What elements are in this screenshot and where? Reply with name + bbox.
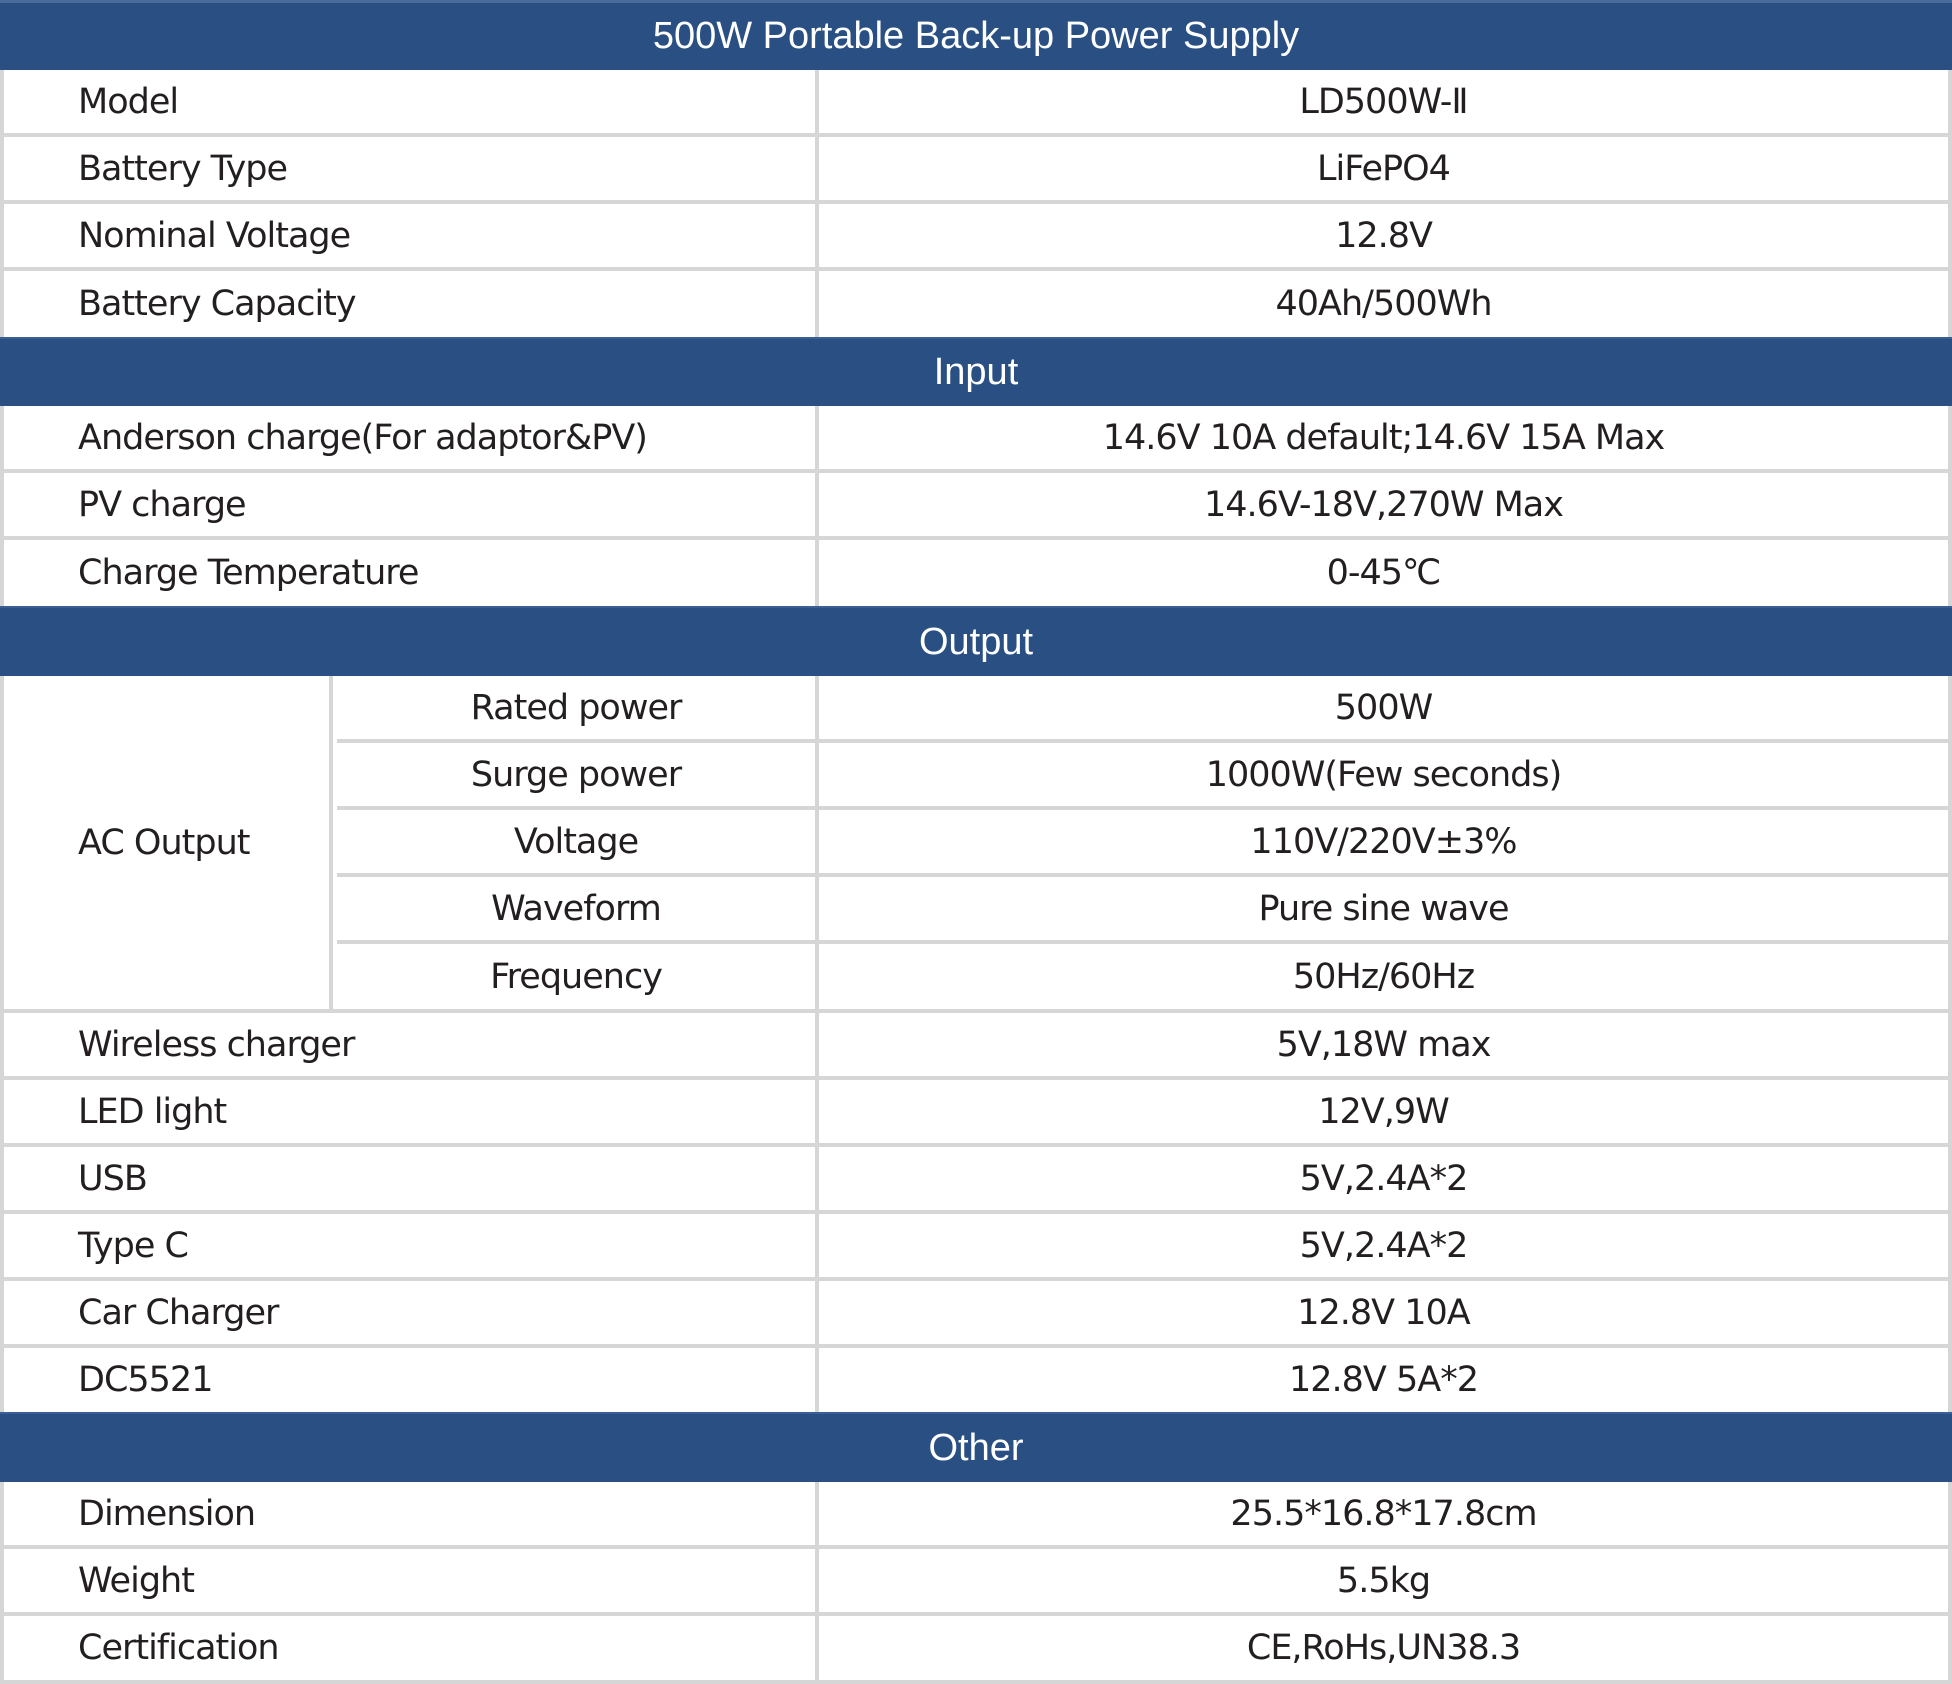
row-value: LD500W-Ⅱ	[815, 70, 1948, 133]
row-label: LED light	[78, 1091, 227, 1132]
ac-sub-value: 50Hz/60Hz	[815, 944, 1948, 1009]
row-value: 5.5kg	[815, 1549, 1948, 1612]
row-value: 14.6V-18V,270W Max	[815, 473, 1948, 536]
table-row	[0, 1147, 1952, 1214]
ac-sub-row	[337, 944, 1948, 1009]
table-row	[0, 271, 1952, 337]
row-value: 5V,2.4A*2	[815, 1214, 1948, 1277]
row-label: Weight	[78, 1560, 194, 1601]
ac-sub-label: Surge power	[470, 754, 682, 795]
section-header-output: Output	[0, 606, 1952, 676]
ac-sub-row	[337, 877, 1948, 944]
ac-sub-label: Voltage	[513, 821, 639, 862]
ac-sub-row	[337, 743, 1948, 810]
table-row	[0, 70, 1952, 137]
row-value: 14.6V 10A default;14.6V 15A Max	[815, 406, 1948, 469]
row-label: Battery Capacity	[78, 284, 356, 324]
ac-sub-value: 110V/220V±3%	[815, 810, 1948, 873]
row-value: CE,RoHs,UN38.3	[815, 1616, 1948, 1680]
row-label: Wireless charger	[78, 1024, 355, 1065]
row-label: Battery Type	[78, 148, 288, 189]
row-label: PV charge	[78, 484, 246, 525]
row-label: Anderson charge(For adaptor&PV)	[78, 417, 647, 458]
table-row	[0, 1080, 1952, 1147]
table-row	[0, 1013, 1952, 1080]
row-value: 25.5*16.8*17.8cm	[815, 1482, 1948, 1545]
table-row	[0, 204, 1952, 271]
row-label: Certification	[78, 1628, 279, 1668]
row-label: DC5521	[78, 1360, 213, 1400]
row-label: Model	[78, 81, 179, 122]
row-value: 5V,18W max	[815, 1013, 1948, 1076]
row-value: 5V,2.4A*2	[815, 1147, 1948, 1210]
row-label: Type C	[78, 1225, 188, 1266]
ac-sub-value: 500W	[815, 676, 1948, 739]
row-label: Nominal Voltage	[78, 215, 351, 256]
table-row	[0, 1214, 1952, 1281]
ac-sub-label: Rated power	[470, 687, 682, 728]
ac-sub-label: Frequency	[490, 956, 662, 997]
ac-output-group	[0, 676, 1952, 1013]
table-row	[0, 473, 1952, 540]
row-label: Car Charger	[78, 1292, 279, 1333]
row-value: LiFePO4	[815, 137, 1948, 200]
table-row	[0, 1281, 1952, 1348]
ac-sub-label: Waveform	[491, 888, 661, 929]
section-header-other: Other	[0, 1412, 1952, 1482]
ac-sub-row	[337, 810, 1948, 877]
table-row	[0, 137, 1952, 204]
table-title: 500W Portable Back-up Power Supply	[0, 0, 1952, 70]
table-row	[0, 406, 1952, 473]
row-label: Charge Temperature	[78, 553, 419, 593]
ac-sub-value: 1000W(Few seconds)	[815, 743, 1948, 806]
row-value: 12.8V 10A	[815, 1281, 1948, 1344]
table-row	[0, 1616, 1952, 1684]
row-value: 12V,9W	[815, 1080, 1948, 1143]
table-row	[0, 1549, 1952, 1616]
row-value: 0-45℃	[815, 540, 1948, 606]
ac-output-label: AC Output	[4, 676, 333, 1009]
ac-sub-value: Pure sine wave	[815, 877, 1948, 940]
row-label: USB	[78, 1158, 147, 1199]
row-label: Dimension	[78, 1493, 256, 1534]
section-header-input: Input	[0, 337, 1952, 406]
row-value: 40Ah/500Wh	[815, 271, 1948, 337]
row-value: 12.8V	[815, 204, 1948, 267]
table-row	[0, 540, 1952, 606]
table-row	[0, 1348, 1952, 1412]
ac-sub-row	[337, 676, 1948, 743]
table-row	[0, 1482, 1952, 1549]
row-value: 12.8V 5A*2	[815, 1348, 1948, 1412]
